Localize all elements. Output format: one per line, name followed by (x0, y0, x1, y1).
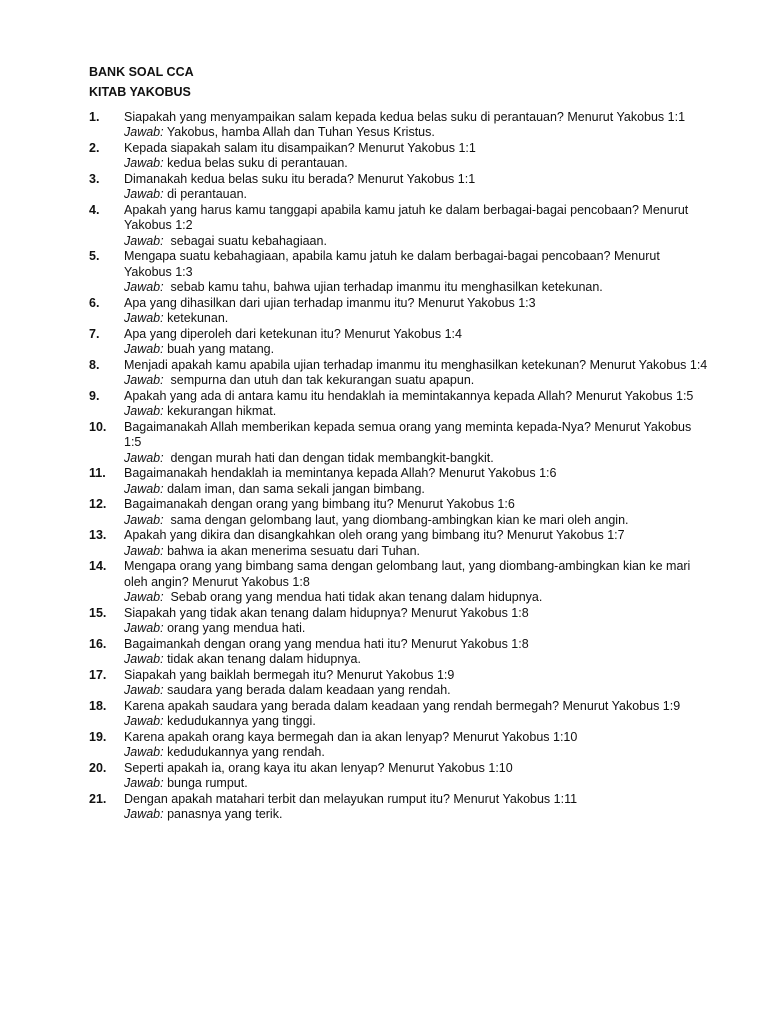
question-number: 4. (89, 202, 100, 217)
question-number: 16. (89, 636, 107, 651)
question-item (89, 203, 709, 250)
question-item (89, 327, 709, 358)
answer-text: Yakobus, hamba Allah dan Tuhan Yesus Kristus. (163, 125, 435, 139)
answer-text: dalam iman, dan sama sekali jangan bimbang. (163, 481, 425, 496)
answer-label: Jawab: (124, 156, 164, 170)
question-text: Menjadi apakah kamu apabila ujian terhadap imanmu itu menghasilkan ketekunan? Menurut Yakobus 1:4 (124, 357, 708, 372)
answer-label: Jawab: (124, 404, 164, 418)
answer-line (124, 807, 709, 823)
answer-line (124, 187, 709, 203)
question-item (89, 110, 709, 141)
question-number: 13. (89, 528, 107, 542)
question-number: 2. (89, 140, 100, 155)
question-item (89, 606, 709, 637)
answer-text: ketekunan. (163, 311, 229, 325)
answer-label: Jawab: (124, 621, 164, 635)
answer-label: Jawab: (124, 683, 164, 697)
answer-label: Jawab: (124, 512, 164, 527)
question-number: 3. (89, 171, 100, 186)
answer-line (124, 482, 709, 498)
question-item (89, 358, 709, 389)
question-item (89, 466, 709, 497)
question-text: Mengapa orang yang bimbang sama dengan gelombang laut, yang diombang-ambingkan kian ke mari oleh angin? Menurut Yakobus 1:8 (124, 559, 691, 589)
answer-line (124, 311, 709, 327)
question-number: 19. (89, 729, 107, 744)
answer-text: kedudukannya yang rendah. (163, 745, 325, 759)
question-text: Dimanakah kedua belas suku itu berada? Menurut Yakobus 1:1 (124, 171, 476, 186)
question-number: 14. (89, 559, 107, 573)
question-item (89, 420, 709, 467)
question-number: 9. (89, 388, 100, 403)
answer-text: buah yang matang. (163, 342, 275, 356)
answer-label: Jawab: (124, 745, 164, 759)
answer-text: kekurangan hikmat. (163, 404, 277, 418)
answer-text: sempurna dan utuh dan tak kekurangan suatu apapun. (163, 373, 475, 387)
question-item (89, 497, 709, 528)
question-item (89, 730, 709, 761)
answer-line (124, 544, 709, 560)
answer-label: Jawab: (124, 233, 164, 248)
question-text: Karena apakah orang kaya bermegah dan ia akan lenyap? Menurut Yakobus 1:10 (124, 729, 578, 744)
answer-label: Jawab: (124, 590, 164, 604)
question-number: 20. (89, 760, 107, 775)
question-text: Apakah yang dikira dan disangkahkan oleh orang yang bimbang itu? Menurut Yakobus 1:7 (124, 528, 625, 542)
answer-text: bahwa ia akan menerima sesuatu dari Tuhan. (163, 543, 421, 558)
answer-line (124, 373, 709, 389)
question-text: Apa yang dihasilkan dari ujian terhadap imanmu itu? Menurut Yakobus 1:3 (124, 295, 536, 310)
answer-text: bunga rumput. (163, 776, 248, 790)
answer-label: Jawab: (124, 807, 164, 821)
answer-line (124, 745, 709, 761)
answer-line (124, 714, 709, 730)
question-number: 6. (89, 295, 100, 310)
question-item (89, 141, 709, 172)
answer-label: Jawab: (124, 280, 164, 294)
question-text: Dengan apakah matahari terbit dan melayukan rumput itu? Menurut Yakobus 1:11 (124, 791, 578, 806)
question-number: 8. (89, 357, 100, 372)
answer-label: Jawab: (124, 187, 164, 201)
answer-text: sebagai suatu kebahagiaan. (163, 233, 327, 248)
answer-label: Jawab: (124, 714, 164, 728)
question-text: Mengapa suatu kebahagiaan, apabila kamu jatuh ke dalam berbagai-bagai pencobaan? Menurut Yakobus 1:3 (124, 249, 660, 279)
answer-text: kedudukannya yang tinggi. (163, 714, 316, 728)
answer-line (124, 280, 709, 296)
answer-line (124, 590, 709, 606)
question-number: 18. (89, 698, 107, 713)
question-item (89, 559, 709, 606)
answer-line (124, 621, 709, 637)
answer-label: Jawab: (124, 125, 164, 139)
question-text: Apa yang diperoleh dari ketekunan itu? Menurut Yakobus 1:4 (124, 326, 462, 341)
answer-label: Jawab: (124, 481, 164, 496)
question-number: 1. (89, 109, 100, 124)
question-list (89, 110, 709, 823)
answer-label: Jawab: (124, 450, 164, 465)
question-text: Karena apakah saudara yang berada dalam keadaan yang rendah bermegah? Menurut Yakobus 1:9 (124, 698, 681, 713)
answer-text: sebab kamu tahu, bahwa ujian terhadap imanmu itu menghasilkan ketekunan. (163, 280, 603, 294)
answer-text: orang yang mendua hati. (163, 621, 306, 635)
answer-line (124, 342, 709, 358)
answer-text: panasnya yang terik. (163, 807, 283, 821)
question-number: 5. (89, 249, 100, 263)
answer-line (124, 776, 709, 792)
answer-text: tidak akan tenang dalam hidupnya. (163, 652, 361, 666)
answer-text: kedua belas suku di perantauan. (163, 156, 348, 170)
question-text: Bagaimanakah dengan orang yang bimbang itu? Menurut Yakobus 1:6 (124, 497, 515, 511)
question-item (89, 528, 709, 559)
answer-line (124, 404, 709, 420)
question-text: Apakah yang ada di antara kamu itu hendaklah ia memintakannya kepada Allah? Menurut Yakobus 1:5 (124, 388, 694, 403)
answer-text: Sebab orang yang mendua hati tidak akan tenang dalam hidupnya. (163, 590, 543, 604)
question-text: Seperti apakah ia, orang kaya itu akan lenyap? Menurut Yakobus 1:10 (124, 760, 513, 775)
question-text: Bagaimanakah hendaklah ia memintanya kepada Allah? Menurut Yakobus 1:6 (124, 466, 557, 480)
question-text: Bagaimanakah Allah memberikan kepada semua orang yang meminta kepada-Nya? Menurut Yakobus 1:5 (124, 419, 692, 449)
question-text: Siapakah yang menyampaikan salam kepada kedua belas suku di perantauan? Menurut Yakobus 1:1 (124, 109, 686, 124)
question-item (89, 637, 709, 668)
question-item (89, 668, 709, 699)
document-title: BANK SOAL CCA (89, 65, 194, 79)
answer-line (124, 156, 709, 172)
answer-line (124, 451, 709, 467)
question-item (89, 699, 709, 730)
question-item (89, 172, 709, 203)
question-number: 21. (89, 791, 107, 806)
question-item (89, 761, 709, 792)
question-number: 15. (89, 605, 107, 620)
question-item (89, 249, 709, 296)
question-item (89, 296, 709, 327)
question-text: Siapakah yang baiklah bermegah itu? Menurut Yakobus 1:9 (124, 667, 455, 682)
answer-label: Jawab: (124, 543, 164, 558)
answer-line (124, 652, 709, 668)
question-number: 10. (89, 419, 107, 434)
answer-label: Jawab: (124, 776, 164, 790)
answer-text: saudara yang berada dalam keadaan yang rendah. (163, 683, 451, 697)
question-item (89, 792, 709, 823)
answer-line (124, 234, 709, 250)
answer-label: Jawab: (124, 311, 164, 325)
question-text: Siapakah yang tidak akan tenang dalam hidupnya? Menurut Yakobus 1:8 (124, 605, 529, 620)
answer-label: Jawab: (124, 652, 164, 666)
document-subtitle: KITAB YAKOBUS (89, 85, 191, 99)
question-text: Apakah yang harus kamu tanggapi apabila kamu jatuh ke dalam berbagai-bagai pencobaan? Menurut Yakobus 1:2 (124, 202, 689, 232)
answer-text: di perantauan. (163, 187, 248, 201)
question-text: Kepada siapakah salam itu disampaikan? Menurut Yakobus 1:1 (124, 140, 476, 155)
question-number: 12. (89, 497, 107, 511)
answer-text: sama dengan gelombang laut, yang diombang-ambingkan kian ke mari oleh angin. (163, 512, 629, 527)
answer-label: Jawab: (124, 342, 164, 356)
question-number: 17. (89, 667, 107, 682)
question-number: 7. (89, 326, 100, 341)
question-text: Bagaimankah dengan orang yang mendua hati itu? Menurut Yakobus 1:8 (124, 636, 529, 651)
answer-line (124, 683, 709, 699)
answer-text: dengan murah hati dan dengan tidak membangkit-bangkit. (163, 450, 494, 465)
answer-line (124, 125, 709, 141)
answer-line (124, 513, 709, 529)
question-item (89, 389, 709, 420)
question-number: 11. (89, 466, 106, 480)
answer-label: Jawab: (124, 373, 164, 387)
